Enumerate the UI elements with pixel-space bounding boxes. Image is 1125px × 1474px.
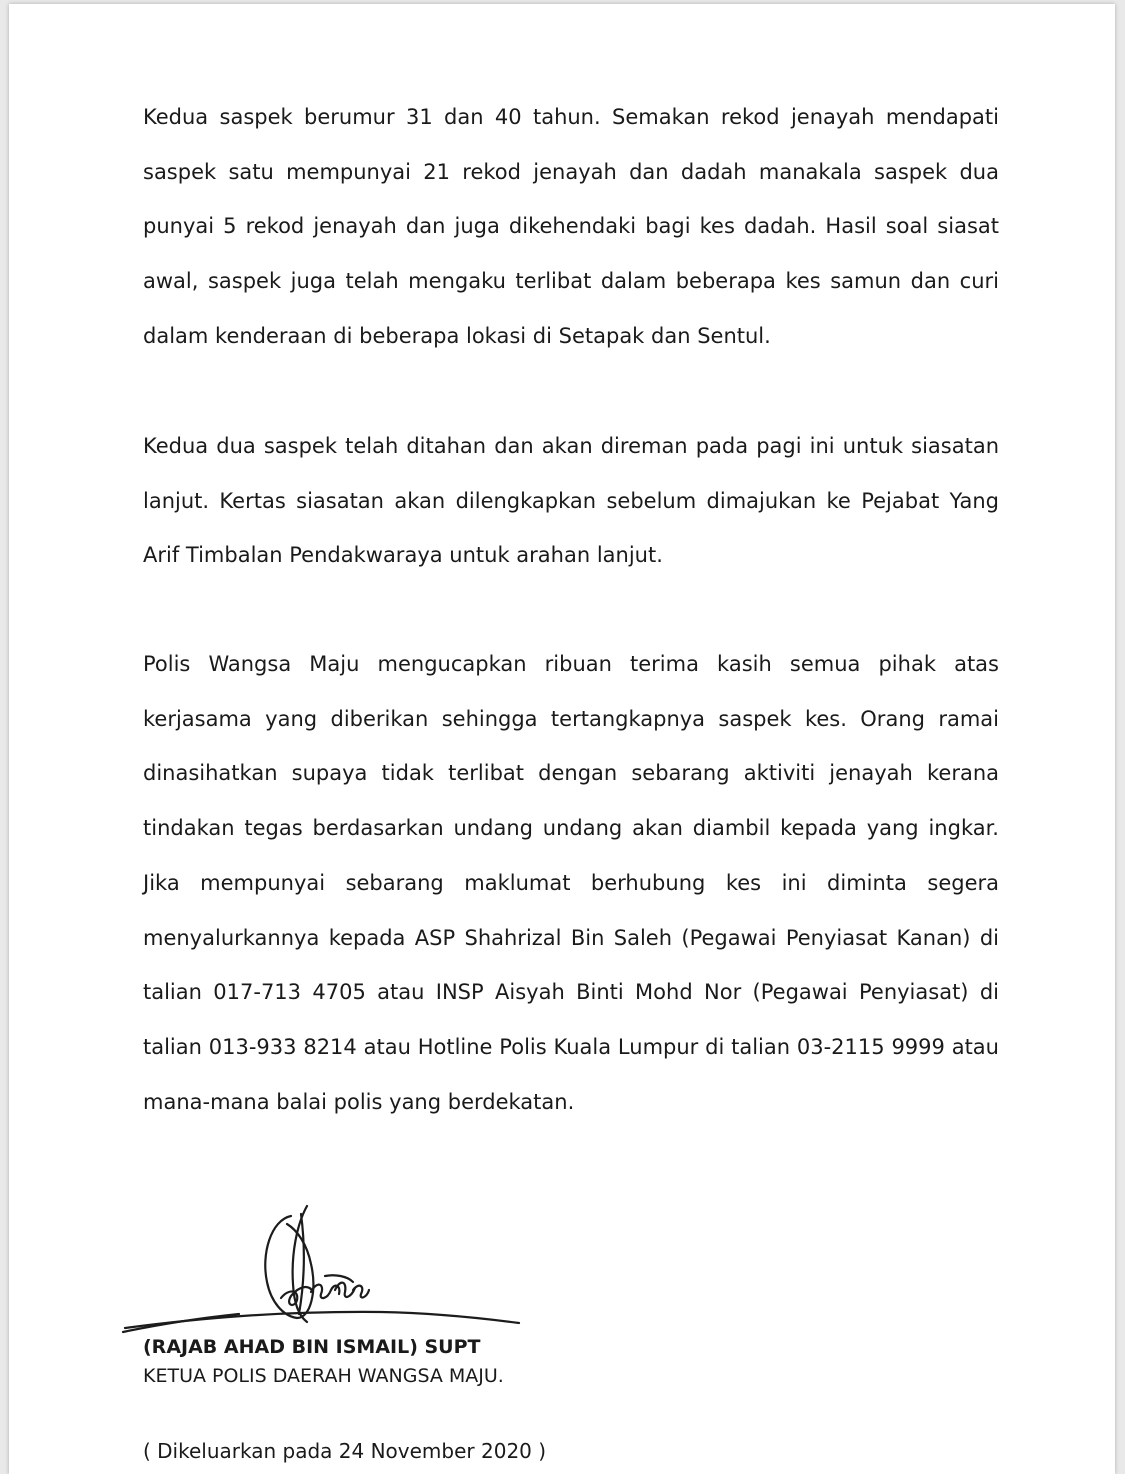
paragraph-remand: Kedua dua saspek telah ditahan dan akan direman pada pagi ini untuk siasatan lanjut. Kertas siasatan akan dilengkapkan sebelum dimajukan ke Pejabat Yang Arif Timbalan Pendakwaraya untuk arahan lanjut. xyxy=(143,434,999,568)
paragraph-appeal-contacts: Polis Wangsa Maju mengucapkan ribuan terima kasih semua pihak atas kerjasama yang diberikan sehingga tertangkapnya saspek kes. Orang ramai dinasihatkan supaya tidak terlibat dengan sebarang aktiviti jenayah kerana tindakan tegas berdasarkan undang undang akan diambil kepada yang ingkar. Jika mempunyai sebarang maklumat berhubung kes ini diminta segera menyalurkannya kepada ASP Shahrizal Bin Saleh (Pegawai Penyiasat Kanan) di talian 017-713 4705 atau INSP Aisyah Binti Mohd Nor (Pegawai Penyiasat) di talian 013-933 8214 atau Hotline Polis Kuala Lumpur di talian 03-2115 9999 atau mana-mana balai polis yang berdekatan. xyxy=(143,652,999,1114)
signatory-position: KETUA POLIS DAERAH WANGSA MAJU. xyxy=(143,1365,504,1387)
issued-date: ( Dikeluarkan pada 24 November 2020 ) xyxy=(143,1439,547,1463)
paragraph-suspects-records: Kedua saspek berumur 31 dan 40 tahun. Semakan rekod jenayah mendapati saspek satu mempunyai 21 rekod jenayah dan dadah manakala saspek dua punyai 5 rekod jenayah dan juga dikehendaki bagi kes dadah. Hasil soal siasat awal, saspek juga telah mengaku terlibat dalam beberapa kes samun dan curi dalam kenderaan di beberapa lokasi di Setapak dan Sentul. xyxy=(143,105,999,348)
signatory-name: (RAJAB AHAD BIN ISMAIL) SUPT xyxy=(143,1336,481,1358)
document-page xyxy=(9,4,1115,1474)
signature-image xyxy=(121,1194,541,1344)
